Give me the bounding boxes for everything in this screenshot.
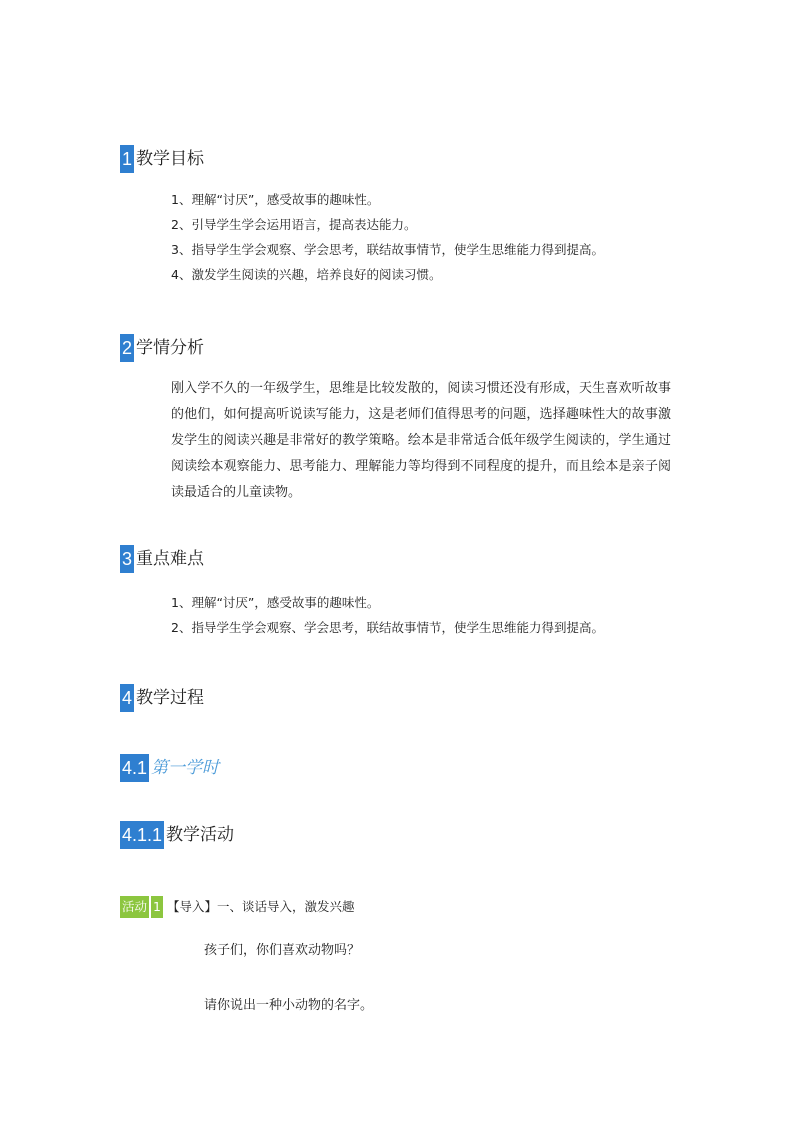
section-number-badge: 2 (120, 334, 134, 362)
dialog-line: 请你说出一种小动物的名字。 (204, 998, 374, 1013)
list-item: 1、理解“讨厌”，感受故事的趣味性。 (171, 595, 380, 610)
activity-heading (120, 896, 354, 918)
section-heading-process (120, 684, 204, 712)
section-title: 第一学时 (151, 758, 220, 778)
activity-title: 【导入】一、谈话导入，激发兴趣 (166, 899, 355, 914)
list-item: 2、指导学生学会观察、学会思考，联结故事情节，使学生思维能力得到提高。 (171, 620, 604, 635)
section-heading-analysis (120, 334, 204, 362)
activity-number-badge: 1 (151, 896, 163, 918)
section-title: 教学目标 (136, 149, 205, 169)
section-number-badge: 4.1 (120, 754, 149, 782)
section-title: 教学过程 (136, 688, 205, 708)
section-title: 教学活动 (166, 825, 235, 845)
analysis-paragraph: 刚入学不久的一年级学生，思维是比较发散的，阅读习惯还没有形成，天生喜欢听故事的他们，如何提高听说读写能力，这是老师们值得思考的问题，选择趣味性大的故事激发学生的阅读兴趣是非常好的教学策略。绘本是非常适合低年级学生阅读的，学生通过阅读绘本观察能力、思考能力、理解能力等均得到不同程度的提升，而且绘本是亲子阅读最适合的儿童读物。 (171, 381, 671, 500)
section-heading-key-points (120, 545, 204, 573)
section-title: 重点难点 (136, 549, 205, 569)
dialog-line: 孩子们，你们喜欢动物吗？ (204, 943, 361, 958)
objectives-list (171, 187, 604, 287)
activity-tag-badge: 活动 (120, 896, 149, 918)
section-heading-objectives (120, 145, 204, 173)
section-title: 学情分析 (136, 338, 205, 358)
section-number-badge: 4 (120, 684, 134, 712)
section-heading-first-lesson (120, 754, 219, 782)
section-number-badge: 1 (120, 145, 134, 173)
list-item: 3、指导学生学会观察、学会思考，联结故事情节，使学生思维能力得到提高。 (171, 242, 604, 257)
key-points-list (171, 590, 604, 640)
list-item: 4、激发学生阅读的兴趣，培养良好的阅读习惯。 (171, 267, 442, 282)
list-item: 1、理解“讨厌”，感受故事的趣味性。 (171, 192, 380, 207)
section-number-badge: 4.1.1 (120, 821, 164, 849)
section-number-badge: 3 (120, 545, 134, 573)
list-item: 2、引导学生学会运用语言，提高表达能力。 (171, 217, 417, 232)
section-heading-activities (120, 821, 234, 849)
